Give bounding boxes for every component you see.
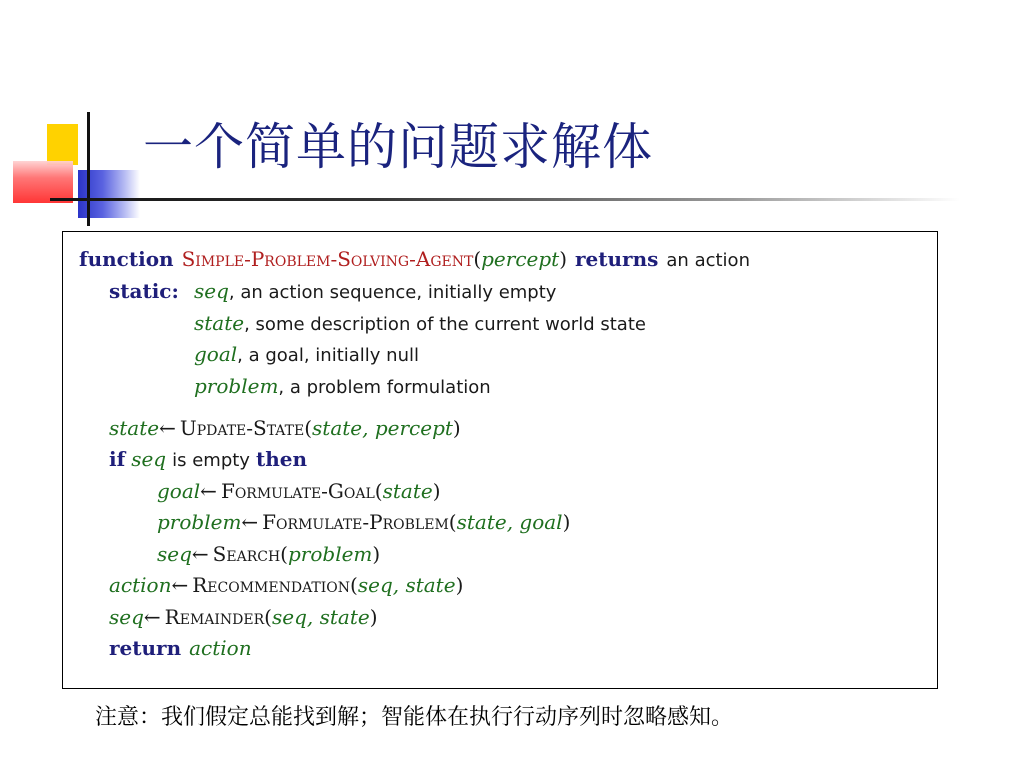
code-line-recommendation: action← Recommendation(seq, state): [109, 573, 464, 597]
code-line-formulate-problem: problem← Formulate-Problem(state, goal): [157, 510, 571, 534]
slide-title: 一个简单的问题求解体: [143, 118, 653, 176]
slide-note: 注意：我们假定总能找到解；智能体在执行行动序列时忽略感知。: [95, 705, 734, 730]
decor-red-square: [13, 161, 73, 203]
title-underline: [50, 198, 960, 201]
code-line-static-1: static: seq, an action sequence, initially empty: [109, 279, 557, 303]
decor-vertical-line: [87, 112, 90, 226]
code-line-static-4: problem, a problem formulation: [194, 374, 491, 398]
code-line-static-2: state, some description of the current world state: [194, 311, 646, 335]
decor-yellow-square: [47, 124, 78, 165]
code-line-static-3: goal, a goal, initially null: [194, 342, 419, 366]
pseudocode-figure: [63, 232, 939, 690]
code-line-return: return action: [109, 636, 252, 660]
code-line-update-state: state← Update-State(state, percept): [109, 416, 461, 440]
pseudocode-box: [62, 231, 938, 689]
code-line-formulate-goal: goal← Formulate-Goal(state): [157, 479, 441, 503]
code-line-search: seq← Search(problem): [157, 542, 381, 566]
code-line-header: function Simple-Problem-Solving-Agent(percept) returns an action: [79, 247, 750, 271]
code-line-remainder: seq← Remainder(seq, state): [109, 605, 378, 629]
code-line-if: if seq is empty then: [109, 447, 308, 471]
